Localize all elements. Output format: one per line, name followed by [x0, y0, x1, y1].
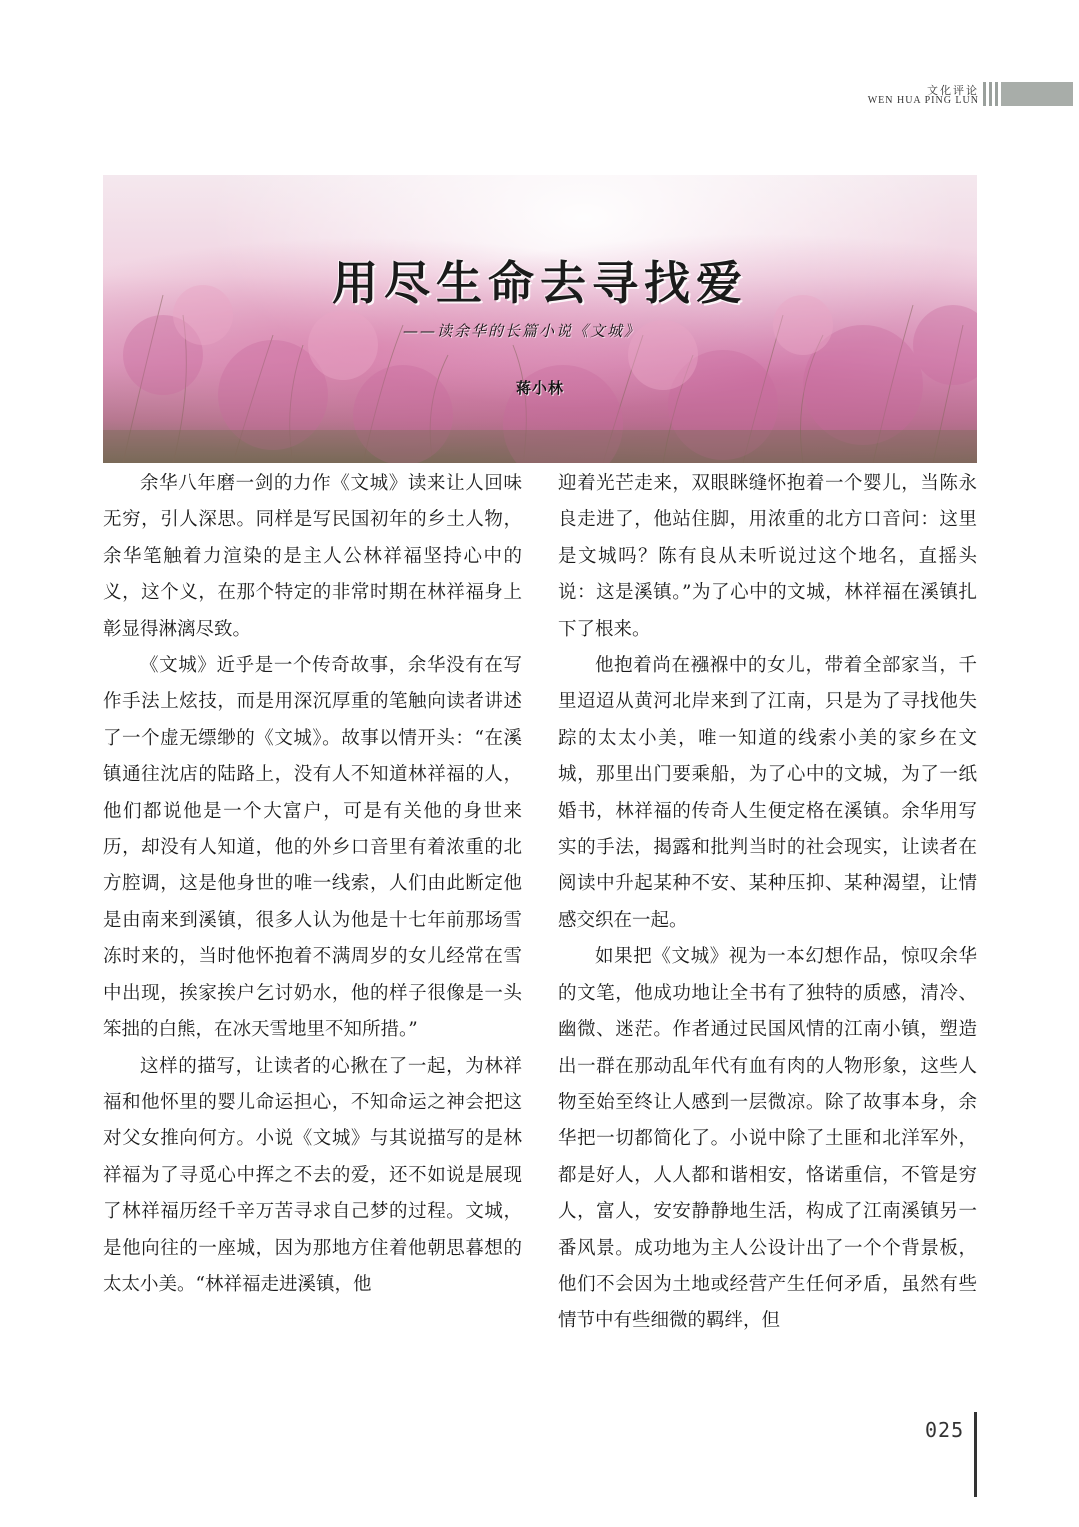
body-column-left [103, 466, 522, 1303]
page-number: 025 [925, 1418, 965, 1442]
article-subtitle: ——读余华的长篇小说《文城》 [403, 322, 642, 340]
section-title-cn: 文化评论 [927, 84, 979, 97]
paragraph: 这样的描写，让读者的心揪在了一起，为林祥福和他怀里的婴儿命运担心，不知命运之神会把这对父女推向何方。小说《文城》与其说描写的是林祥福为了寻觅心中挥之不去的爱，还不如说是展现了林祥福历经千辛万苦寻求自己梦的过程。文城，是他向往的一座城，因为那地方住着他朝思暮想的太太小美。“林祥福走进溪镇，他 [103, 1055, 522, 1295]
title-banner [103, 175, 977, 463]
paragraph: 余华八年磨一剑的力作《文城》读来让人回味无穷，引人深思。同样是写民国初年的乡土人物，余华笔触着力渲染的是主人公林祥福坚持心中的义，这个义，在那个特定的非常时期在林祥福身上彰显得淋漓尽致。 [103, 473, 522, 640]
paragraph: 如果把《文城》视为一本幻想作品，惊叹余华的文笔，他成功地让全书有了独特的质感，清冷、幽微、迷茫。作者通过民国风情的江南小镇，塑造出一群在那动乱年代有血有肉的人物形象，这些人物至始至终让人感到一层微凉。除了故事本身，余华把一切都简化了。小说中除了土匪和北洋军外，都是好人，人人都和谐相安，恪诺重信，不管是穷人，富人，安安静静地生活，构成了江南溪镇另一番风景。成功地为主人公设计出了一个个背景板，他们不会因为土地或经营产生任何矛盾，虽然有些情节中有些细微的羁绊，但 [558, 946, 977, 1332]
paragraph: 《文城》近乎是一个传奇故事，余华没有在写作手法上炫技，而是用深沉厚重的笔触向读者讲述了一个虚无缥缈的《文城》。故事以情开头：“在溪镇通往沈店的陆路上，没有人不知道林祥福的人，他们都说他是一个大富户，可是有关他的身世来历，却没有人知道，他的外乡口音里有着浓重的北方腔调，这是他身世的唯一线索，人们由此断定他是由南来到溪镇，很多人认为他是十七年前那场雪冻时来的，当时他怀抱着不满周岁的女儿经常在雪中出现，挨家挨户乞讨奶水，他的样子很像是一头笨拙的白熊，在冰天雪地里不知所措。” [103, 655, 522, 1041]
paragraph: 他抱着尚在襁褓中的女儿，带着全部家当，千里迢迢从黄河北岸来到了江南，只是为了寻找他失踪的太太小美，唯一知道的线索小美的家乡在文城，那里出门要乘船，为了心中的文城，为了一纸婚书，林祥福的传奇人生便定格在溪镇。余华用写实的手法，揭露和批判当时的社会现实，让读者在阅读中升起某种不安、某种压抑、某种渴望，让情感交织在一起。 [558, 655, 977, 931]
flower-field-illustration [103, 175, 977, 463]
paragraph-continuation: 迎着光芒走来，双眼眯缝怀抱着一个婴儿，当陈永良走进了，他站住脚，用浓重的北方口音问：这里是文城吗？陈有良从未听说过这个地名，直摇头说：这是溪镇。”为了心中的文城，林祥福在溪镇扎下了根来。 [558, 473, 977, 640]
running-header [659, 80, 1079, 110]
body-column-right [558, 466, 977, 1340]
footer-rule [974, 1412, 977, 1497]
section-title-en: WEN HUA PING LUN [867, 95, 979, 106]
article-author: 蒋小林 [515, 379, 564, 397]
article-title: 用尽生命去寻找爱 [332, 256, 748, 310]
header-decoration-bars [983, 82, 1079, 106]
